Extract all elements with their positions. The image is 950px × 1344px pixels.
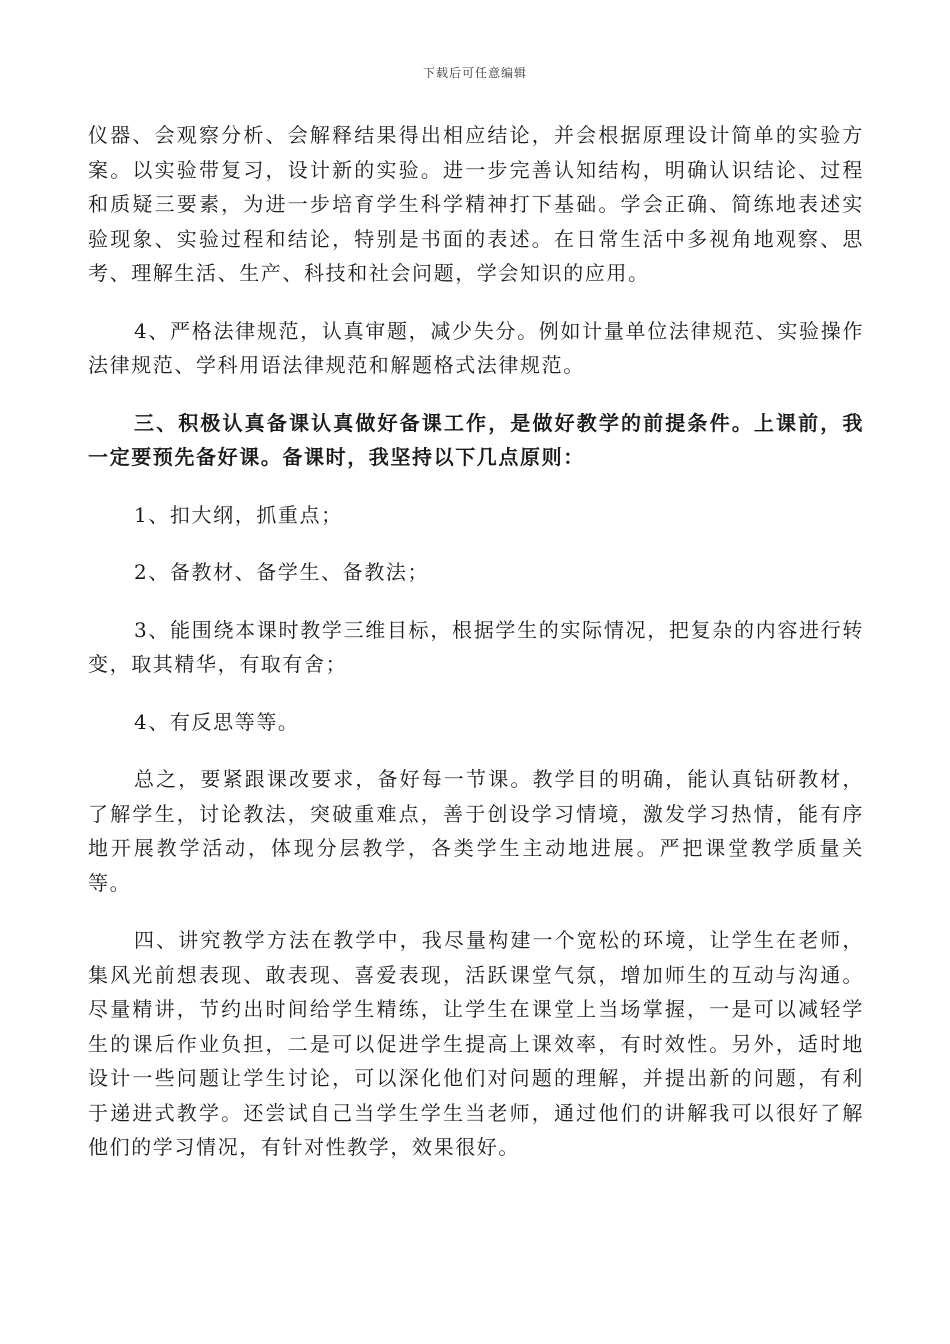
page-header-note: 下载后可任意编辑 bbox=[422, 66, 527, 80]
paragraph-item-4-standards: 4、严格法律规范，认真审题，减少失分。例如计量单位法律规范、实验操作法律规范、学科用语法律规范和解题格式法律规范。 bbox=[88, 318, 864, 377]
paragraph-experiment-skills: 仪器、会观察分析、会解释结果得出相应结论，并会根据原理设计简单的实验方案。以实验带复习，设计新的实验。进一步完善认知结构，明确认识结论、过程和质疑三要素，为进一步培育学生科学精神打下基础。学会正确、简练地表述实验现象、实验过程和结论，特别是书面的表述。在日常生活中多视角地观察、思考、理解生活、生产、科技和社会问题，学会知识的应用。 bbox=[88, 123, 864, 285]
section-heading-lesson-prep: 三、积极认真备课认真做好备课工作，是做好教学的前提条件。上课前，我一定要预先备好课。备课时，我坚持以下几点原则： bbox=[88, 410, 864, 469]
list-item-3: 3、能围绕本课时教学三维目标，根据学生的实际情况，把复杂的内容进行转变，取其精华，有取有舍； bbox=[88, 617, 864, 676]
paragraph-summary: 总之，要紧跟课改要求，备好每一节课。教学目的明确，能认真钻研教材，了解学生，讨论教法，突破重难点，善于创设学习情境，激发学习热情，能有序地开展教学活动，体现分层教学，各类学生主动地进展。严把课堂教学质量关等。 bbox=[88, 767, 864, 895]
document-body bbox=[88, 118, 864, 1165]
paragraph-teaching-methods: 四、讲究教学方法在教学中，我尽量构建一个宽松的环境，让学生在老师，集风光前想表现、敢表现、喜爱表现，活跃课堂气氛，增加师生的互动与沟通。尽量精讲，节约出时间给学生精练，让学生在课堂上当场掌握，一是可以减轻学生的课后作业负担，二是可以促进学生提高上课效率，有时效性。另外，适时地设计一些问题让学生讨论，可以深化他们对问题的理解，并提出新的问题，有利于递进式教学。还尝试自己当学生学生当老师，通过他们的讲解我可以很好了解他们的学习情况，有针对性教学，效果很好。 bbox=[88, 928, 864, 1159]
list-item-4: 4、有反思等等。 bbox=[134, 709, 300, 734]
list-item-1: 1、扣大纲，抓重点； bbox=[134, 502, 343, 527]
list-item-2: 2、备教材、备学生、备教法； bbox=[134, 560, 430, 584]
